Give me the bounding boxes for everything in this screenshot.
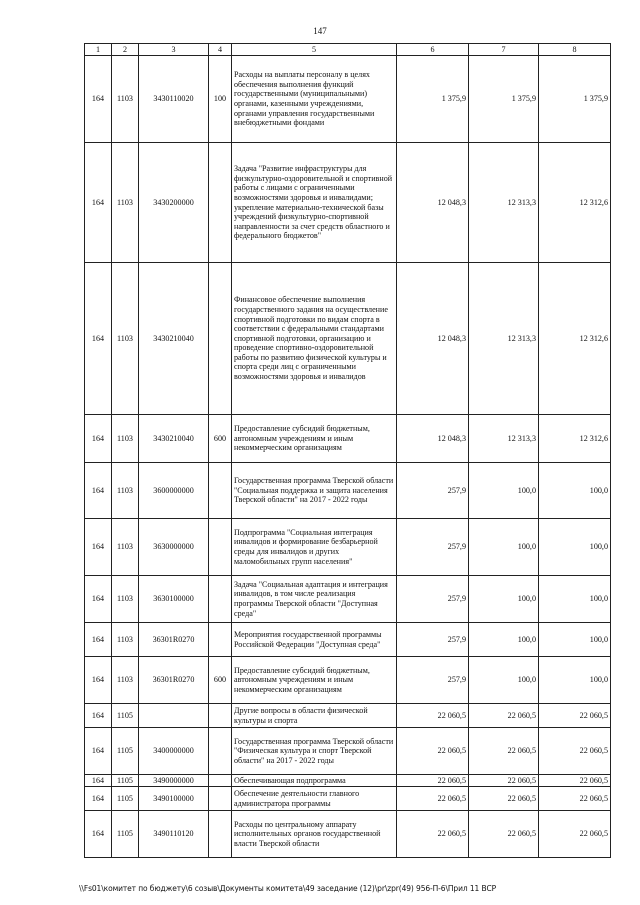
cell-ministry-code: 164 [85,728,112,775]
cell-description: Расходы по центральному аппарату исполнительных органов государственной власти Тверской области [232,811,397,858]
cell-amount-2: 12 313,3 [469,143,539,263]
cell-description: Финансовое обеспечение выполнения государственного задания на осуществление спортивной подготовки по видам спорта в соответствии с федеральными стандартами спортивной подготовки, организацию и проведение спортивно-оздоровительной работы по развитию физической культуры и спорта среди лиц с ограниченными возможностями здоровья и инвалидов [232,263,397,415]
cell-amount-3: 100,0 [539,576,611,623]
cell-amount-3: 22 060,5 [539,787,611,811]
cell-ministry-code: 164 [85,56,112,143]
cell-target-code: 3430210040 [139,263,209,415]
table-row [85,728,611,775]
cell-amount-2: 100,0 [469,576,539,623]
budget-table [84,43,611,858]
cell-target-code: 36301R0270 [139,623,209,657]
cell-ministry-code: 164 [85,657,112,704]
file-path-footer: \\Fs01\комитет по бюджету\6 созыв\Документы комитета\49 заседание (12)\pr\zpr(49) 956-П-6\Прил 11 ВСР [79,884,497,893]
cell-amount-3: 22 060,5 [539,811,611,858]
column-header: 1 [85,44,112,56]
cell-ministry-code: 164 [85,415,112,463]
table-row [85,576,611,623]
cell-amount-1: 22 060,5 [397,811,469,858]
cell-target-code: 3400000000 [139,728,209,775]
cell-expense-type [209,463,232,519]
cell-amount-3: 100,0 [539,463,611,519]
cell-section-code: 1105 [112,775,139,787]
cell-target-code: 3600000000 [139,463,209,519]
cell-amount-2: 1 375,9 [469,56,539,143]
cell-amount-3: 100,0 [539,623,611,657]
cell-amount-3: 12 312,6 [539,143,611,263]
cell-amount-1: 12 048,3 [397,263,469,415]
cell-expense-type [209,143,232,263]
column-header: 4 [209,44,232,56]
cell-amount-2: 22 060,5 [469,811,539,858]
page-number: 147 [313,26,327,36]
cell-amount-3: 1 375,9 [539,56,611,143]
table-row [85,787,611,811]
cell-amount-1: 22 060,5 [397,787,469,811]
column-header: 5 [232,44,397,56]
cell-expense-type [209,519,232,576]
cell-section-code: 1105 [112,787,139,811]
cell-amount-3: 22 060,5 [539,728,611,775]
cell-amount-3: 100,0 [539,519,611,576]
cell-amount-3: 12 312,6 [539,415,611,463]
table-row [85,623,611,657]
cell-section-code: 1103 [112,519,139,576]
cell-ministry-code: 164 [85,623,112,657]
cell-ministry-code: 164 [85,263,112,415]
cell-amount-3: 22 060,5 [539,775,611,787]
cell-ministry-code: 164 [85,143,112,263]
cell-target-code: 3490110120 [139,811,209,858]
cell-description: Подпрограмма "Социальная интеграция инвалидов и формирование безбарьерной среды для инвалидов и других маломобильных групп населения" [232,519,397,576]
cell-section-code: 1103 [112,623,139,657]
column-header: 6 [397,44,469,56]
cell-description: Обеспечивающая подпрограмма [232,775,397,787]
cell-section-code: 1103 [112,415,139,463]
cell-amount-3: 100,0 [539,657,611,704]
cell-description: Обеспечение деятельности главного администратора программы [232,787,397,811]
cell-section-code: 1103 [112,576,139,623]
cell-section-code: 1105 [112,728,139,775]
cell-expense-type: 100 [209,56,232,143]
cell-amount-2: 100,0 [469,623,539,657]
cell-target-code: 3430210040 [139,415,209,463]
cell-description: Мероприятия государственной программы Российской Федерации "Доступная среда" [232,623,397,657]
cell-ministry-code: 164 [85,811,112,858]
table-row [85,704,611,728]
cell-target-code: 3430200000 [139,143,209,263]
cell-section-code: 1103 [112,56,139,143]
cell-amount-2: 100,0 [469,519,539,576]
cell-amount-1: 257,9 [397,657,469,704]
cell-amount-2: 22 060,5 [469,728,539,775]
cell-target-code: 3490000000 [139,775,209,787]
cell-amount-1: 257,9 [397,623,469,657]
cell-expense-type [209,775,232,787]
column-header: 8 [539,44,611,56]
cell-amount-2: 100,0 [469,657,539,704]
cell-description: Предоставление субсидий бюджетным, автономным учреждениям и иным некоммерческим организациям [232,415,397,463]
cell-ministry-code: 164 [85,704,112,728]
cell-amount-2: 12 313,3 [469,415,539,463]
cell-expense-type [209,728,232,775]
cell-description: Государственная программа Тверской области "Социальная поддержка и защита населения Тверской области" на 2017 - 2022 годы [232,463,397,519]
table-row [85,143,611,263]
cell-ministry-code: 164 [85,787,112,811]
cell-target-code [139,704,209,728]
table-row [85,811,611,858]
cell-amount-1: 12 048,3 [397,415,469,463]
cell-expense-type [209,623,232,657]
cell-section-code: 1103 [112,657,139,704]
cell-expense-type [209,704,232,728]
table-row [85,519,611,576]
table-row [85,775,611,787]
cell-expense-type [209,811,232,858]
table-row [85,657,611,704]
cell-description: Расходы на выплаты персоналу в целях обеспечения выполнения функций государственными (муниципальными) органами, казенными учреждениями, органами управления государственными внебюджетными фондами [232,56,397,143]
cell-amount-1: 12 048,3 [397,143,469,263]
cell-amount-2: 22 060,5 [469,787,539,811]
cell-ministry-code: 164 [85,576,112,623]
cell-target-code: 3630100000 [139,576,209,623]
column-header: 7 [469,44,539,56]
cell-amount-1: 22 060,5 [397,728,469,775]
cell-description: Другие вопросы в области физической культуры и спорта [232,704,397,728]
table-row [85,415,611,463]
cell-amount-3: 22 060,5 [539,704,611,728]
table-row [85,463,611,519]
column-header: 3 [139,44,209,56]
cell-ministry-code: 164 [85,775,112,787]
cell-expense-type [209,576,232,623]
cell-amount-1: 1 375,9 [397,56,469,143]
cell-section-code: 1105 [112,811,139,858]
table-row [85,263,611,415]
cell-amount-1: 257,9 [397,519,469,576]
cell-ministry-code: 164 [85,463,112,519]
cell-amount-1: 22 060,5 [397,775,469,787]
cell-ministry-code: 164 [85,519,112,576]
cell-target-code: 3490100000 [139,787,209,811]
cell-section-code: 1105 [112,704,139,728]
table-row [85,56,611,143]
cell-target-code: 3430110020 [139,56,209,143]
cell-description: Предоставление субсидий бюджетным, автономным учреждениям и иным некоммерческим организациям [232,657,397,704]
cell-amount-3: 12 312,6 [539,263,611,415]
column-header: 2 [112,44,139,56]
cell-amount-2: 22 060,5 [469,704,539,728]
table-header-row [85,44,611,56]
cell-amount-1: 257,9 [397,576,469,623]
cell-description: Задача "Развитие инфраструктуры для физкультурно-оздоровительной и спортивной работы с лицами с ограниченными возможностями здоровья и инвалидами; укрепление материально-технической базы учреждений физкультурно-спортивной направленности за счет средств областного и федерального бюджетов" [232,143,397,263]
cell-amount-2: 12 313,3 [469,263,539,415]
cell-amount-2: 22 060,5 [469,775,539,787]
cell-target-code: 3630000000 [139,519,209,576]
cell-target-code: 36301R0270 [139,657,209,704]
cell-section-code: 1103 [112,463,139,519]
cell-expense-type [209,263,232,415]
cell-description: Задача "Социальная адаптация и интеграция инвалидов, в том числе реализация программы Тверской области "Доступная среда" [232,576,397,623]
cell-amount-1: 257,9 [397,463,469,519]
cell-section-code: 1103 [112,143,139,263]
cell-expense-type: 600 [209,657,232,704]
cell-expense-type: 600 [209,415,232,463]
cell-amount-1: 22 060,5 [397,704,469,728]
cell-description: Государственная программа Тверской области "Физическая культура и спорт Тверской области" на 2017 - 2022 годы [232,728,397,775]
cell-amount-2: 100,0 [469,463,539,519]
cell-section-code: 1103 [112,263,139,415]
cell-expense-type [209,787,232,811]
